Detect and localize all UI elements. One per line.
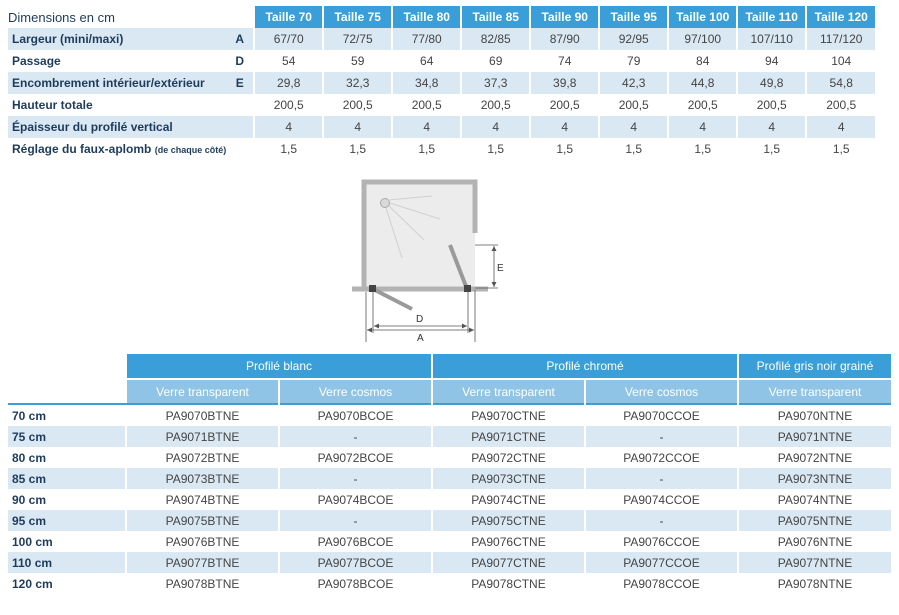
- glass-type-header: Verre transparent: [432, 379, 585, 404]
- product-reference: PA9071NTNE: [738, 426, 891, 447]
- product-reference: PA9075NTNE: [738, 510, 891, 531]
- dimension-row-label: [8, 94, 226, 116]
- product-reference: PA9074CCOE: [585, 489, 738, 510]
- product-reference: PA9077NTNE: [738, 552, 891, 573]
- dimension-value: 1,5: [806, 138, 875, 160]
- dimension-value: 200,5: [530, 94, 599, 116]
- dimension-value: 32,3: [323, 72, 392, 94]
- glass-type-header: Verre cosmos: [279, 379, 432, 404]
- product-reference: PA9078CTNE: [432, 573, 585, 594]
- shower-door-diagram: [352, 178, 512, 344]
- dimension-value: 1,5: [737, 138, 806, 160]
- glass-type-header: Verre transparent: [126, 379, 279, 404]
- dimension-value: 117/120: [806, 28, 875, 50]
- dimension-value: 4: [323, 116, 392, 138]
- price-row-size: 75 cm: [8, 426, 126, 447]
- product-reference: PA9077BTNE: [126, 552, 279, 573]
- dimension-letter: [226, 116, 254, 138]
- dimension-row-label: [8, 116, 226, 138]
- dimension-value: 92/95: [599, 28, 668, 50]
- product-reference: PA9073CTNE: [432, 468, 585, 489]
- dimension-row-label: [8, 138, 226, 160]
- product-reference: PA9075BTNE: [126, 510, 279, 531]
- dimension-label-text: Encombrement intérieur/extérieur: [12, 76, 205, 90]
- dimension-value: 107/110: [737, 28, 806, 50]
- dimension-value: 69: [461, 50, 530, 72]
- glass-type-header: Verre cosmos: [585, 379, 738, 404]
- prices-table: [8, 354, 891, 594]
- product-reference: PA9073NTNE: [738, 468, 891, 489]
- product-reference: PA9070NTNE: [738, 404, 891, 426]
- product-reference: PA9078BTNE: [126, 573, 279, 594]
- dimension-letter: [226, 94, 254, 116]
- dimensions-table: [8, 6, 875, 160]
- price-row-size: 100 cm: [8, 531, 126, 552]
- product-reference: PA9077CCOE: [585, 552, 738, 573]
- dimension-value: 37,3: [461, 72, 530, 94]
- dimension-value: 1,5: [392, 138, 461, 160]
- dimension-label-text: Épaisseur du profilé vertical: [12, 120, 173, 134]
- price-row: [8, 426, 891, 447]
- product-reference: PA9077CTNE: [432, 552, 585, 573]
- product-reference: PA9071BTNE: [126, 426, 279, 447]
- product-reference: -: [585, 510, 738, 531]
- dimension-row: [8, 116, 875, 138]
- dimension-label-text: Réglage du faux-aplomb: [12, 142, 152, 156]
- group-header-chrome: Profilé chromé: [432, 354, 738, 379]
- product-reference: PA9071CTNE: [432, 426, 585, 447]
- group-header-white: Profilé blanc: [126, 354, 432, 379]
- product-reference: PA9076NTNE: [738, 531, 891, 552]
- product-reference: PA9072NTNE: [738, 447, 891, 468]
- dimension-letter: D: [226, 50, 254, 72]
- dimension-value: 200,5: [254, 94, 323, 116]
- price-row-size: 120 cm: [8, 573, 126, 594]
- price-row: [8, 468, 891, 489]
- prices-title: Tarifs H.T.: [8, 354, 126, 404]
- dimension-value: 97/100: [668, 28, 737, 50]
- dimension-value: 59: [323, 50, 392, 72]
- product-reference: -: [279, 510, 432, 531]
- prices-subheader-row: [8, 379, 891, 404]
- dimension-value: 72/75: [323, 28, 392, 50]
- dimension-value: 1,5: [599, 138, 668, 160]
- dimension-value: 4: [254, 116, 323, 138]
- dimension-value: 4: [599, 116, 668, 138]
- product-reference: PA9078BCOE: [279, 573, 432, 594]
- price-row-size: 90 cm: [8, 489, 126, 510]
- size-column-header: Taille 70: [254, 6, 323, 28]
- dimensions-body: [8, 28, 875, 160]
- dimension-row: [8, 50, 875, 72]
- size-column-header: Taille 95: [599, 6, 668, 28]
- dimension-value: 4: [806, 116, 875, 138]
- dimension-value: 200,5: [806, 94, 875, 116]
- dimension-row-label: [8, 50, 226, 72]
- product-reference: PA9076CCOE: [585, 531, 738, 552]
- product-reference: PA9072BCOE: [279, 447, 432, 468]
- dimension-value: 84: [668, 50, 737, 72]
- dimension-value: 34,8: [392, 72, 461, 94]
- price-row: [8, 531, 891, 552]
- product-reference: -: [279, 426, 432, 447]
- dimension-row-label: [8, 28, 226, 50]
- price-row-size: 110 cm: [8, 552, 126, 573]
- product-reference: PA9070BTNE: [126, 404, 279, 426]
- prices-group-header-row: [8, 354, 891, 379]
- size-column-header: Taille 85: [461, 6, 530, 28]
- dimension-value: 87/90: [530, 28, 599, 50]
- dimension-value: 200,5: [392, 94, 461, 116]
- prices-body: [8, 404, 891, 594]
- dimension-value: 1,5: [668, 138, 737, 160]
- product-reference: PA9070CTNE: [432, 404, 585, 426]
- price-row: [8, 573, 891, 594]
- dimension-value: 94: [737, 50, 806, 72]
- dimension-value: 200,5: [323, 94, 392, 116]
- dimension-row: [8, 94, 875, 116]
- dimension-value: 4: [668, 116, 737, 138]
- dimension-value: 1,5: [254, 138, 323, 160]
- dimension-row: [8, 138, 875, 160]
- dimension-letter: E: [226, 72, 254, 94]
- glass-type-header: Verre transparent: [738, 379, 891, 404]
- product-reference: PA9078NTNE: [738, 573, 891, 594]
- dimension-label-text: Largeur (mini/maxi): [12, 32, 124, 46]
- left-door-panel: [373, 289, 412, 309]
- size-column-header: Taille 110: [737, 6, 806, 28]
- dimension-value: 200,5: [461, 94, 530, 116]
- product-reference: PA9074BTNE: [126, 489, 279, 510]
- dimension-value: 39,8: [530, 72, 599, 94]
- dimension-row: [8, 72, 875, 94]
- dimension-e-label: E: [497, 263, 504, 274]
- dimension-letter: A: [226, 28, 254, 50]
- dimension-value: 49,8: [737, 72, 806, 94]
- price-row-size: 85 cm: [8, 468, 126, 489]
- dimension-value: 1,5: [461, 138, 530, 160]
- product-reference: PA9070CCOE: [585, 404, 738, 426]
- dimension-value: 4: [461, 116, 530, 138]
- product-reference: PA9076CTNE: [432, 531, 585, 552]
- dimension-value: 67/70: [254, 28, 323, 50]
- product-reference: -: [585, 426, 738, 447]
- dimension-letter: [226, 138, 254, 160]
- dimension-value: 200,5: [668, 94, 737, 116]
- dimension-value: 200,5: [599, 94, 668, 116]
- dimension-value: 64: [392, 50, 461, 72]
- product-reference: PA9072BTNE: [126, 447, 279, 468]
- product-reference: -: [585, 468, 738, 489]
- size-column-header: Taille 120: [806, 6, 875, 28]
- dimension-label-text: Hauteur totale: [12, 98, 93, 112]
- size-column-header: Taille 90: [530, 6, 599, 28]
- dimension-label-note: (de chaque côté): [154, 145, 227, 155]
- dimension-value: 1,5: [530, 138, 599, 160]
- dimension-value: 29,8: [254, 72, 323, 94]
- product-reference: PA9076BTNE: [126, 531, 279, 552]
- product-reference: -: [279, 468, 432, 489]
- product-reference: PA9077BCOE: [279, 552, 432, 573]
- product-reference: PA9073BTNE: [126, 468, 279, 489]
- dimensions-title: Dimensions en cm: [8, 6, 254, 28]
- dimensions-header-row: [8, 6, 875, 28]
- product-reference: PA9078CCOE: [585, 573, 738, 594]
- product-reference: PA9072CTNE: [432, 447, 585, 468]
- size-column-header: Taille 100: [668, 6, 737, 28]
- group-header-grey-black: Profilé gris noir grainé: [738, 354, 891, 379]
- price-row: [8, 552, 891, 573]
- dimension-row-label: [8, 72, 226, 94]
- dimension-value: 104: [806, 50, 875, 72]
- price-row-size: 95 cm: [8, 510, 126, 531]
- left-hinge: [369, 285, 376, 292]
- dimension-value: 54: [254, 50, 323, 72]
- price-row: [8, 489, 891, 510]
- dimension-value: 82/85: [461, 28, 530, 50]
- size-column-header: Taille 75: [323, 6, 392, 28]
- price-row: [8, 404, 891, 426]
- dimension-value: 54,8: [806, 72, 875, 94]
- dimension-value: 4: [530, 116, 599, 138]
- product-reference: PA9075CTNE: [432, 510, 585, 531]
- product-reference: PA9074CTNE: [432, 489, 585, 510]
- product-reference: PA9070BCOE: [279, 404, 432, 426]
- dimension-value: 44,8: [668, 72, 737, 94]
- dimension-a-label: A: [417, 333, 424, 344]
- dimension-row: [8, 28, 875, 50]
- dimension-value: 42,3: [599, 72, 668, 94]
- size-column-header: Taille 80: [392, 6, 461, 28]
- product-reference: PA9074NTNE: [738, 489, 891, 510]
- dimension-value: 4: [737, 116, 806, 138]
- dimension-value: 74: [530, 50, 599, 72]
- price-row-size: 80 cm: [8, 447, 126, 468]
- dimension-d-label: D: [416, 314, 424, 325]
- right-hinge: [464, 285, 471, 292]
- dimension-value: 1,5: [323, 138, 392, 160]
- dimension-value: 200,5: [737, 94, 806, 116]
- price-row: [8, 510, 891, 531]
- product-reference: PA9074BCOE: [279, 489, 432, 510]
- dimension-value: 79: [599, 50, 668, 72]
- dimension-value: 4: [392, 116, 461, 138]
- product-reference: PA9072CCOE: [585, 447, 738, 468]
- price-row: [8, 447, 891, 468]
- product-reference: PA9076BCOE: [279, 531, 432, 552]
- dimension-label-text: Passage: [12, 54, 61, 68]
- price-row-size: 70 cm: [8, 404, 126, 426]
- dimension-value: 77/80: [392, 28, 461, 50]
